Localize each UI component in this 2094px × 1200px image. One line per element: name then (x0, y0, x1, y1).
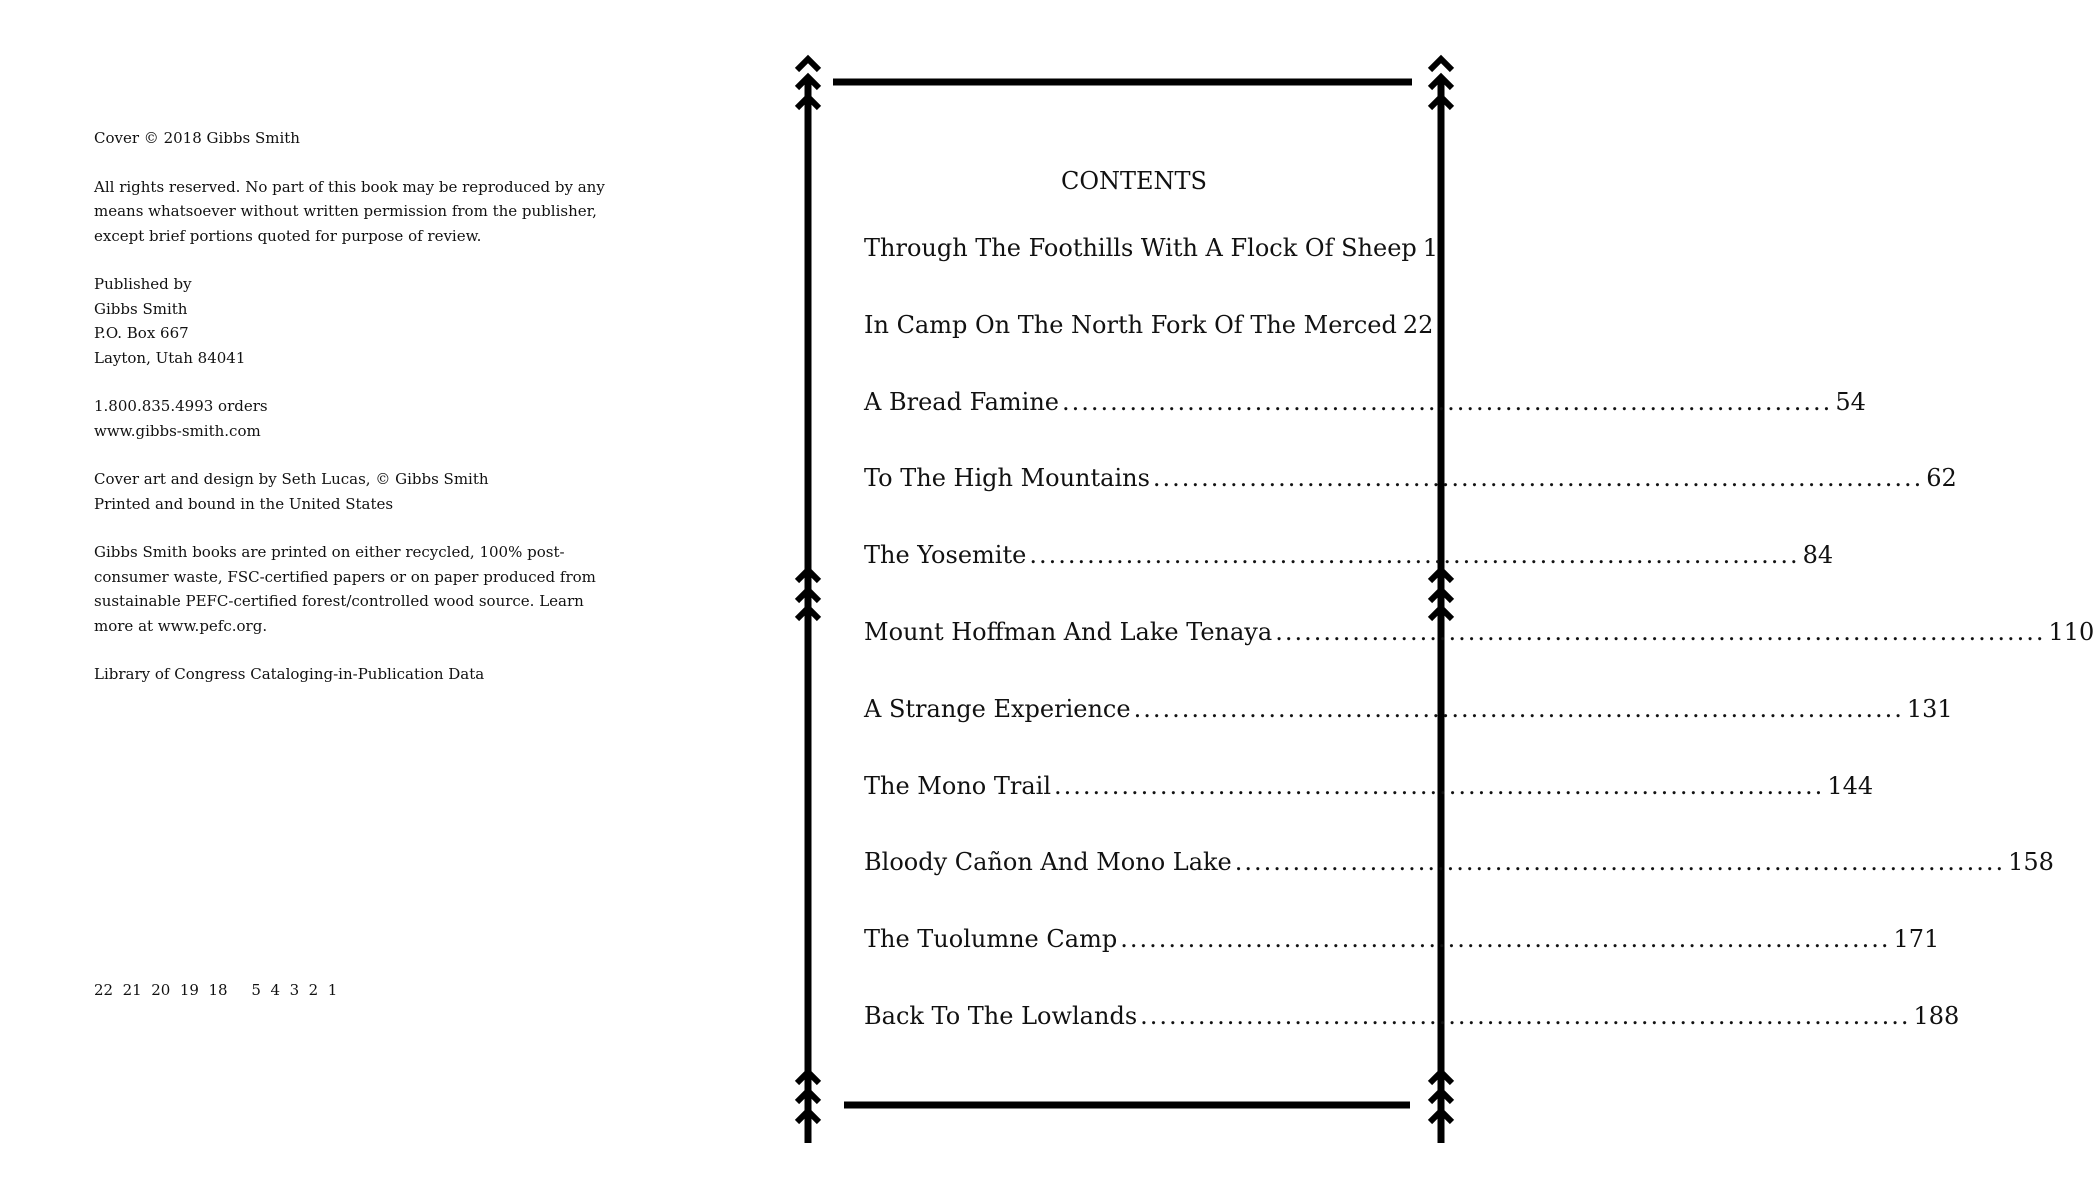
contents-entry[interactable] (864, 1002, 1960, 1032)
dot-leader: ................................................................................ (1062, 387, 1833, 416)
contents-entry-page: 131 (1906, 694, 1953, 723)
contents-entry[interactable] (864, 387, 1866, 418)
contents-entry-title: To The High Mountains (864, 464, 1150, 493)
library-line: Library of Congress Cataloging-in-Publication Data (94, 665, 485, 683)
dot-leader: ................................................................................ (1133, 694, 1904, 723)
contents-entry[interactable] (864, 541, 1834, 571)
contents-entry[interactable] (864, 234, 1439, 264)
contents-entry-page: 54 (1835, 387, 1866, 416)
contents-entry-title: Mount Hoffman And Lake Tenaya (864, 618, 1273, 646)
contents-entry[interactable] (864, 464, 1957, 494)
rights-line: except brief portions quoted for purpose of review. (94, 226, 482, 245)
contents-entry-page: 188 (1913, 1002, 1960, 1030)
cover-copyright-line: Cover © 2018 Gibbs Smith (94, 129, 300, 147)
credits-line: Printed and bound in the United States (94, 494, 394, 513)
dot-leader: ................................................................................ (1234, 848, 2006, 877)
rights-line: means whatsoever without written permission from the publisher, (94, 202, 597, 220)
contact-line: 1.800.835.4993 orders (94, 397, 268, 415)
contents-entry[interactable] (864, 618, 2094, 648)
contents-entry-title: The Mono Trail (864, 771, 1051, 800)
contents-entry-page: 22 (1402, 310, 1434, 339)
paper-line: more at www.pefc.org. (94, 616, 268, 635)
publisher-line: Published by (94, 275, 192, 293)
publisher-line: P.O. Box 667 (94, 324, 189, 342)
contents-entry-page: 158 (2008, 848, 2054, 877)
paper-line: consumer waste, FSC-certified papers or on paper produced from (94, 567, 596, 586)
contents-entry-title: A Strange Experience (864, 694, 1131, 723)
contact-line: www.gibbs-smith.com (94, 421, 261, 440)
contents-entry[interactable] (864, 694, 1953, 725)
contents-entry-page: 110 (2048, 618, 2094, 646)
paper-line: sustainable PEFC-certified forest/controlled wood source. Learn (94, 592, 584, 610)
contents-entry-page: 1 (1422, 234, 1439, 262)
contents-title: CONTENTS (1060, 167, 1207, 195)
dot-leader: ................................................................................ (1275, 618, 2046, 646)
publisher-line: Layton, Utah 84041 (94, 348, 246, 367)
dot-leader: ................................................................................ (1029, 541, 1800, 570)
contents-entry-page: 84 (1802, 541, 1834, 570)
publisher-line: Gibbs Smith (94, 299, 188, 318)
contents-entry[interactable] (864, 848, 2054, 878)
arrow-chevron-icon (1430, 59, 1452, 70)
contents-entry-title: The Tuolumne Camp (864, 925, 1118, 954)
dot-leader: ................................................................................ (1054, 771, 1825, 800)
contents-entry[interactable] (864, 925, 1940, 955)
contents-entry-title: The Yosemite (864, 541, 1027, 570)
contents-entry-title: A Bread Famine (864, 387, 1059, 416)
dot-leader: ................................................................................ (1140, 1002, 1911, 1030)
contents-entry-page: 171 (1893, 925, 1940, 954)
dot-leader: ................................................................................ (1120, 925, 1891, 954)
printing-line: 22 21 20 19 18 5 4 3 2 1 (94, 981, 338, 999)
contents-entry[interactable] (864, 310, 1434, 341)
credits-line: Cover art and design by Seth Lucas, © Gibbs Smith (94, 470, 489, 488)
contents-entry-title: Back To The Lowlands (864, 1002, 1138, 1030)
contents-entry-page: 144 (1827, 771, 1874, 800)
contents-entry-title: In Camp On The North Fork Of The Merced (864, 310, 1397, 339)
contents-entry[interactable] (864, 771, 1874, 802)
contents-entry-page: 62 (1926, 464, 1957, 493)
contents-entry-title: Through The Foothills With A Flock Of Sheep (864, 234, 1417, 262)
dot-leader: ................................................................................ (1152, 464, 1924, 493)
arrow-chevron-icon (797, 59, 819, 70)
rights-line: All rights reserved. No part of this book may be reproduced by any (94, 177, 605, 196)
paper-line: Gibbs Smith books are printed on either recycled, 100% post- (94, 543, 565, 561)
contents-entry-title: Bloody Cañon And Mono Lake (864, 848, 1232, 877)
